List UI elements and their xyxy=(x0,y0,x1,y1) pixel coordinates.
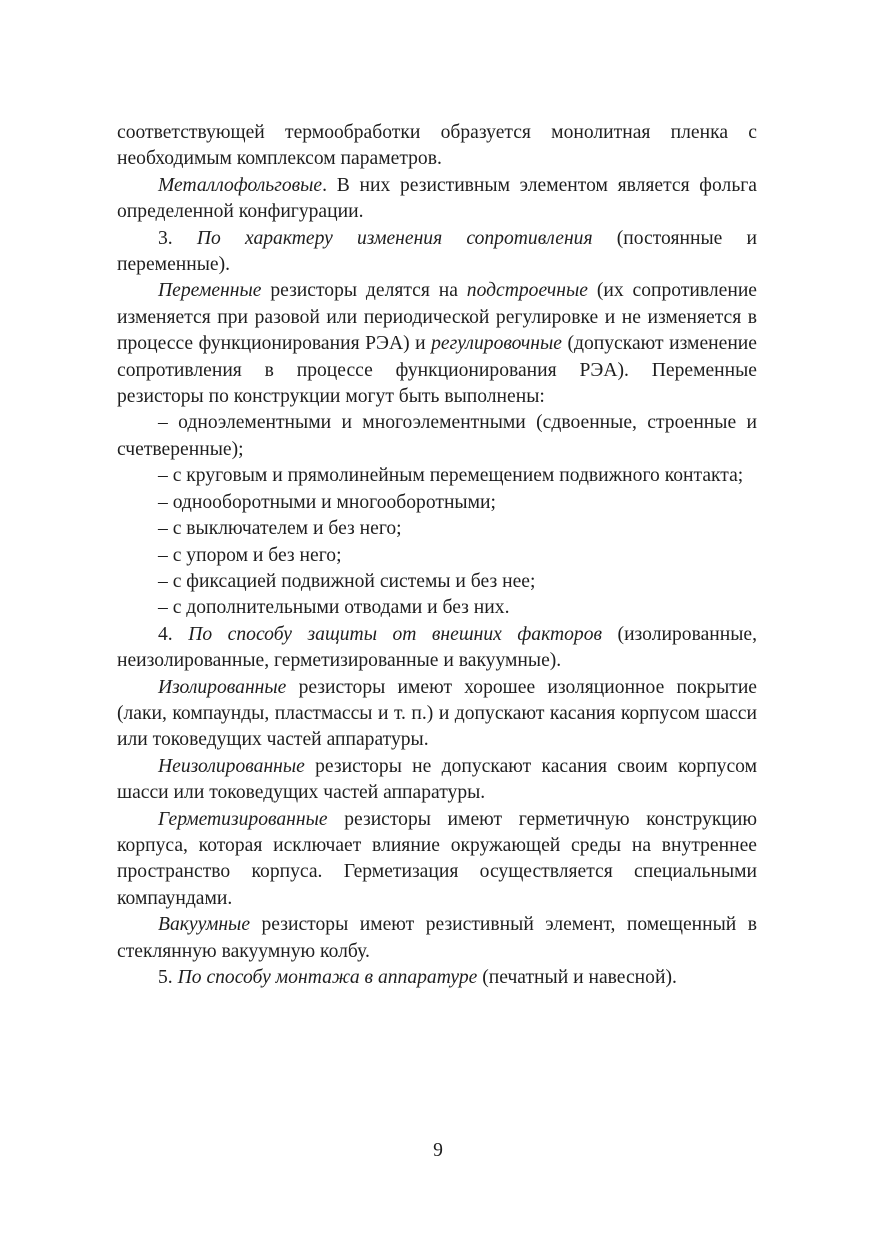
paragraph xyxy=(117,675,757,754)
paragraph xyxy=(117,912,757,965)
text-run: резисторы имеют герметичную конструкцию корпуса, которая исключает влияние окружающей среды на внутреннее пространство корпуса. Герметизация осуществляется специальными компаундами. xyxy=(117,808,757,909)
text-run: – с фиксацией подвижной системы и без нее; xyxy=(158,570,536,592)
text-run: – с упором и без него; xyxy=(158,544,342,566)
text-run: – однооборотными и многооборотными; xyxy=(158,491,496,513)
text-run: резисторы не допускают касания своим корпусом шасси или токоведущих частей аппаратуры. xyxy=(117,755,757,804)
italic-term: По способу защиты от внешних факторов xyxy=(188,623,603,645)
list-item xyxy=(117,463,757,489)
paragraph xyxy=(117,226,757,279)
list-item xyxy=(117,490,757,516)
italic-term: Герметизированные xyxy=(158,808,328,830)
text-run: – с выключателем и без него; xyxy=(158,518,402,540)
text-run: (печатный и навесной). xyxy=(477,967,677,988)
page-body-text xyxy=(117,120,757,991)
list-item xyxy=(117,516,757,542)
paragraph xyxy=(117,754,757,807)
page-number: 9 xyxy=(433,1140,443,1161)
text-run: . В них резистивным элементом является фольга определенной конфигурации. xyxy=(117,174,757,223)
text-run: 4. xyxy=(158,623,189,645)
italic-term: По характеру изменения сопротивления xyxy=(196,227,593,249)
text-run: резисторы имеют резистивный элемент, помещенный в стеклянную вакуумную колбу. xyxy=(117,914,757,962)
text-run: – с круговым и прямолинейным перемещением подвижного контакта; xyxy=(158,465,744,487)
italic-term: подстроечные xyxy=(466,280,588,302)
italic-term: По способу монтажа в аппаратуре xyxy=(177,967,478,988)
list-item xyxy=(117,410,757,463)
text-run: 3. xyxy=(158,227,197,249)
paragraph xyxy=(117,622,757,675)
list-item xyxy=(117,569,757,595)
text-run: соответствующей термообработки образуется монолитная пленка с необходимым комплексом параметров. xyxy=(117,122,757,170)
italic-term: Изолированные xyxy=(158,676,287,698)
text-run: – одноэлементными и многоэлементными (сдвоенные, строенные и счетверенные); xyxy=(117,412,757,460)
paragraph xyxy=(117,278,757,410)
text-run: – с дополнительными отводами и без них. xyxy=(158,597,510,619)
list-item xyxy=(117,595,757,621)
text-run: резисторы имеют хорошее изоляционное покрытие (лаки, компаунды, пластмассы и т. п.) и допускают касания корпусом шасси или токоведущих частей аппаратуры. xyxy=(117,676,757,751)
text-run: 5. xyxy=(158,967,178,988)
italic-term: регулировочные xyxy=(431,333,562,355)
paragraph xyxy=(117,173,757,226)
text-run: (постоянные и переменные). xyxy=(117,227,757,276)
text-run: (допускают изменение сопротивления в процессе функционирования РЭА). Переменные резисторы по конструкции могут быть выполнены: xyxy=(117,333,757,408)
paragraph xyxy=(117,965,757,991)
list-item xyxy=(117,543,757,569)
paragraph xyxy=(117,120,757,173)
text-run: резисторы делятся на xyxy=(261,280,467,302)
italic-term: Переменные xyxy=(158,280,262,302)
italic-term: Вакуумные xyxy=(158,914,251,936)
text-run: (изолированные, неизолированные, герметизированные и вакуумные). xyxy=(117,623,757,672)
italic-term: Металлофольговые xyxy=(158,174,323,196)
paragraph xyxy=(117,807,757,913)
text-run: (их сопротивление изменяется при разовой или периодической регулировке и не изменяется в процессе функционирования РЭА) и xyxy=(117,280,757,355)
italic-term: Неизолированные xyxy=(158,755,305,777)
